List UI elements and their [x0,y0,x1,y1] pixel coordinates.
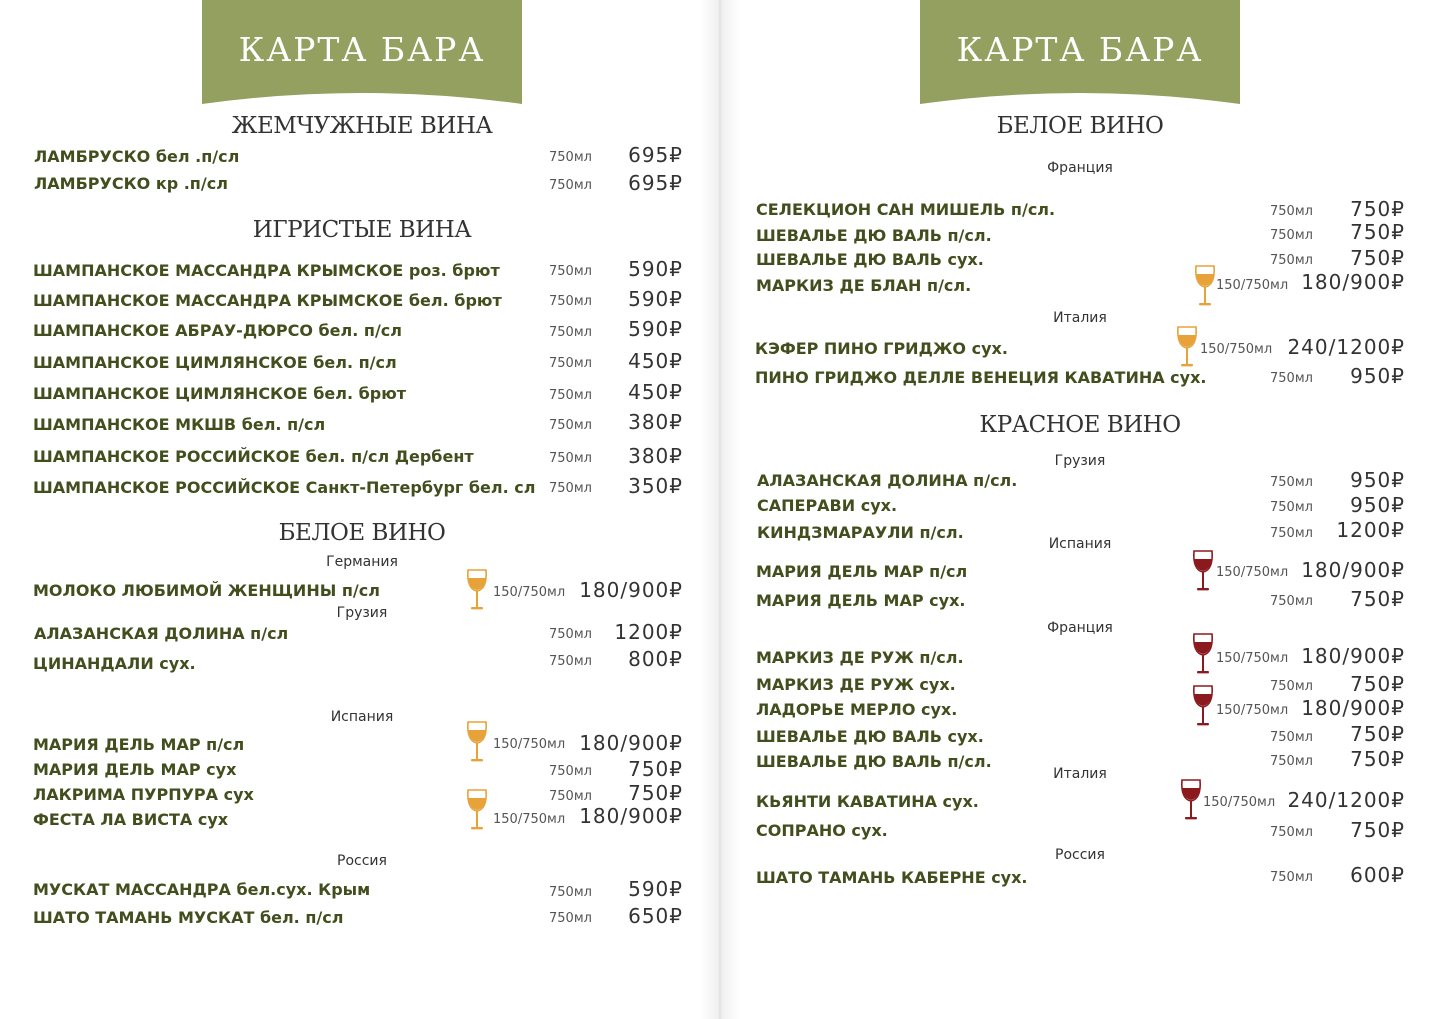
item-volume: 750мл [549,911,592,926]
country-label: Грузия [336,605,388,621]
item-price: 750₽ [1350,722,1405,746]
item-volume: 750мл [549,294,592,309]
item-price: 1200₽ [614,620,683,644]
item-volume: 750мл [549,885,592,900]
item-name: ШАМПАНСКОЕ МАССАНДРА КРЫМСКОЕ роз. брют [33,261,500,280]
wine-glass-white-icon [1192,264,1218,308]
item-price: 380₽ [628,410,683,434]
item-price: 590₽ [628,317,683,341]
menu-page-left [0,0,719,1019]
item-price: 750₽ [1350,220,1405,244]
item-name: ШАМПАНСКОЕ МАССАНДРА КРЫМСКОЕ бел. брют [33,291,502,310]
country-label: Франция [1047,160,1113,176]
wine-glass-red-icon [1178,778,1204,822]
country-label: Россия [1055,847,1105,863]
item-name: ШАМПАНСКОЕ ЦИМЛЯНСКОЕ бел. брют [33,384,407,403]
item-name: КИНДЗМАРАУЛИ п/сл. [757,523,964,542]
banner-left [202,0,522,106]
item-name: МУСКАТ МАССАНДРА бел.сух. Крым [33,880,371,899]
item-name: ЛАКРИМА ПУРПУРА сух [33,785,254,804]
item-name: МАРИЯ ДЕЛЬ МАР сух. [756,591,966,610]
item-volume: 750мл [1270,475,1313,490]
item-price: 590₽ [628,257,683,281]
item-price: 380₽ [628,444,683,468]
item-volume: 150/750мл [1216,651,1289,666]
item-price: 450₽ [628,380,683,404]
item-price: 180/900₽ [579,578,683,602]
country-label: Германия [326,554,398,570]
item-price: 240/1200₽ [1287,788,1405,812]
item-price: 600₽ [1350,863,1405,887]
item-volume: 750мл [1270,500,1313,515]
item-name: МАРИЯ ДЕЛЬ МАР сух [33,760,237,779]
item-volume: 750мл [549,388,592,403]
item-volume: 750мл [549,418,592,433]
item-price: 350₽ [628,474,683,498]
item-volume: 150/750мл [493,585,566,600]
item-name: ШЕВАЛЬЕ ДЮ ВАЛЬ п/сл. [756,752,992,771]
item-price: 450₽ [628,349,683,373]
item-volume: 750мл [549,481,592,496]
item-price: 750₽ [628,781,683,805]
item-name: ПИНО ГРИДЖО ДЕЛЛЕ ВЕНЕЦИЯ КАВАТИНА сух. [755,368,1207,387]
item-volume: 750мл [549,325,592,340]
item-price: 800₽ [628,647,683,671]
item-price: 695₽ [628,171,683,195]
item-name: АЛАЗАНСКАЯ ДОЛИНА п/сл [34,624,289,643]
item-price: 180/900₽ [1301,696,1405,720]
item-price: 180/900₽ [579,804,683,828]
item-volume: 750мл [1270,679,1313,694]
banner-title: КАРТА БАРА [238,30,486,69]
item-volume: 150/750мл [1216,703,1289,718]
section-title-white: БЕЛОЕ ВИНО [996,113,1164,139]
item-volume: 750мл [1270,754,1313,769]
item-price: 180/900₽ [1301,558,1405,582]
country-label: Испания [1048,536,1112,552]
item-name: МОЛОКО ЛЮБИМОЙ ЖЕНЩИНЫ п/сл [33,581,380,600]
item-name: КЬЯНТИ КАВАТИНА сух. [756,792,979,811]
item-price: 950₽ [1350,364,1405,388]
item-price: 950₽ [1350,468,1405,492]
item-name: МАРИЯ ДЕЛЬ МАР п/сл [756,562,968,581]
item-name: КЭФЕР ПИНО ГРИДЖО сух. [755,339,1008,358]
item-name: ШАМПАНСКОЕ РОССИЙСКОЕ бел. п/сл Дербент [33,447,474,466]
item-name: МАРКИЗ ДЕ РУЖ сух. [756,675,956,694]
section-title-red: КРАСНОЕ ВИНО [979,412,1181,438]
item-name: ШЕВАЛЬЕ ДЮ ВАЛЬ сух. [756,250,984,269]
item-name: ЛАДОРЬЕ МЕРЛО сух. [756,700,958,719]
country-label: Франция [1047,620,1113,636]
item-volume: 750мл [1270,204,1313,219]
item-volume: 750мл [549,451,592,466]
item-name: ШАМПАНСКОЕ АБРАУ-ДЮРСО бел. п/сл [33,321,402,340]
item-name: ШЕВАЛЬЕ ДЮ ВАЛЬ п/сл. [756,226,992,245]
item-price: 180/900₽ [1301,270,1405,294]
item-volume: 150/750мл [493,812,566,827]
item-name: СОПРАНО сух. [756,821,888,840]
item-volume: 750мл [549,627,592,642]
section-title-white: БЕЛОЕ ВИНО [278,520,446,546]
item-name: ШАМПАНСКОЕ МКШВ бел. п/сл [33,415,326,434]
item-volume: 750мл [1270,526,1313,541]
item-volume: 150/750мл [1216,278,1289,293]
item-price: 240/1200₽ [1287,335,1405,359]
item-name: ШАМПАНСКОЕ РОССИЙСКОЕ Санкт-Петербург бел. сл [33,478,536,497]
item-volume: 750мл [1270,825,1313,840]
item-name: АЛАЗАНСКАЯ ДОЛИНА п/сл. [757,471,1018,490]
section-title-sparkling: ИГРИСТЫЕ ВИНА [252,217,472,243]
item-volume: 750мл [1270,594,1313,609]
item-volume: 750мл [1270,371,1313,386]
wine-glass-red-icon [1190,549,1216,593]
item-volume: 150/750мл [1200,342,1273,357]
item-price: 650₽ [628,904,683,928]
item-name: ШАТО ТАМАНЬ КАБЕРНЕ сух. [756,868,1028,887]
item-name: ЦИНАНДАЛИ сух. [33,654,196,673]
item-volume: 750мл [1270,730,1313,745]
item-price: 750₽ [1350,747,1405,771]
item-volume: 750мл [549,178,592,193]
item-price: 750₽ [1350,672,1405,696]
wine-glass-white-icon [464,788,490,832]
menu-page-right [721,0,1440,1019]
item-name: ЛАМБРУСКО кр .п/сл [34,174,228,193]
item-name: ФЕСТА ЛА ВИСТА сух [33,810,229,829]
wine-glass-white-icon [1174,325,1200,369]
country-label: Грузия [1054,453,1106,469]
country-label: Италия [1053,310,1107,326]
item-price: 950₽ [1350,493,1405,517]
item-volume: 150/750мл [1203,795,1276,810]
item-name: МАРКИЗ ДЕ РУЖ п/сл. [756,648,964,667]
item-name: СЕЛЕКЦИОН САН МИШЕЛЬ п/сл. [756,200,1056,219]
item-price: 180/900₽ [579,731,683,755]
item-price: 750₽ [1350,197,1405,221]
country-label: Испания [330,709,394,725]
item-volume: 750мл [549,150,592,165]
item-volume: 750мл [549,264,592,279]
country-label: Италия [1053,766,1107,782]
item-price: 1200₽ [1336,518,1405,542]
item-price: 750₽ [1350,587,1405,611]
item-name: ШАТО ТАМАНЬ МУСКАТ бел. п/сл [33,908,344,927]
book-spine [700,0,740,1019]
item-name: МАРИЯ ДЕЛЬ МАР п/сл [33,735,245,754]
item-name: ШЕВАЛЬЕ ДЮ ВАЛЬ сух. [756,727,984,746]
item-price: 695₽ [628,143,683,167]
item-volume: 750мл [549,764,592,779]
wine-glass-white-icon [464,720,490,764]
item-volume: 750мл [549,654,592,669]
item-volume: 150/750мл [493,737,566,752]
wine-glass-red-icon [1190,684,1216,728]
item-volume: 750мл [549,789,592,804]
item-price: 750₽ [628,757,683,781]
section-title-pearl: ЖЕМЧУЖНЫЕ ВИНА [231,113,493,139]
item-price: 590₽ [628,877,683,901]
item-volume: 750мл [549,356,592,371]
country-label: Россия [337,853,387,869]
item-name: ЛАМБРУСКО бел .п/сл [34,147,240,166]
item-name: ШАМПАНСКОЕ ЦИМЛЯНСКОЕ бел. п/сл [33,353,397,372]
item-volume: 750мл [1270,228,1313,243]
item-volume: 750мл [1270,870,1313,885]
banner-right [920,0,1240,106]
item-price: 750₽ [1350,818,1405,842]
item-price: 180/900₽ [1301,644,1405,668]
banner-title: КАРТА БАРА [956,30,1204,69]
item-name: САПЕРАВИ сух. [757,496,898,515]
item-volume: 750мл [1270,253,1313,268]
item-price: 590₽ [628,287,683,311]
item-name: МАРКИЗ ДЕ БЛАН п/сл. [756,276,972,295]
item-volume: 150/750мл [1216,565,1289,580]
wine-glass-red-icon [1190,632,1216,676]
item-price: 750₽ [1350,246,1405,270]
